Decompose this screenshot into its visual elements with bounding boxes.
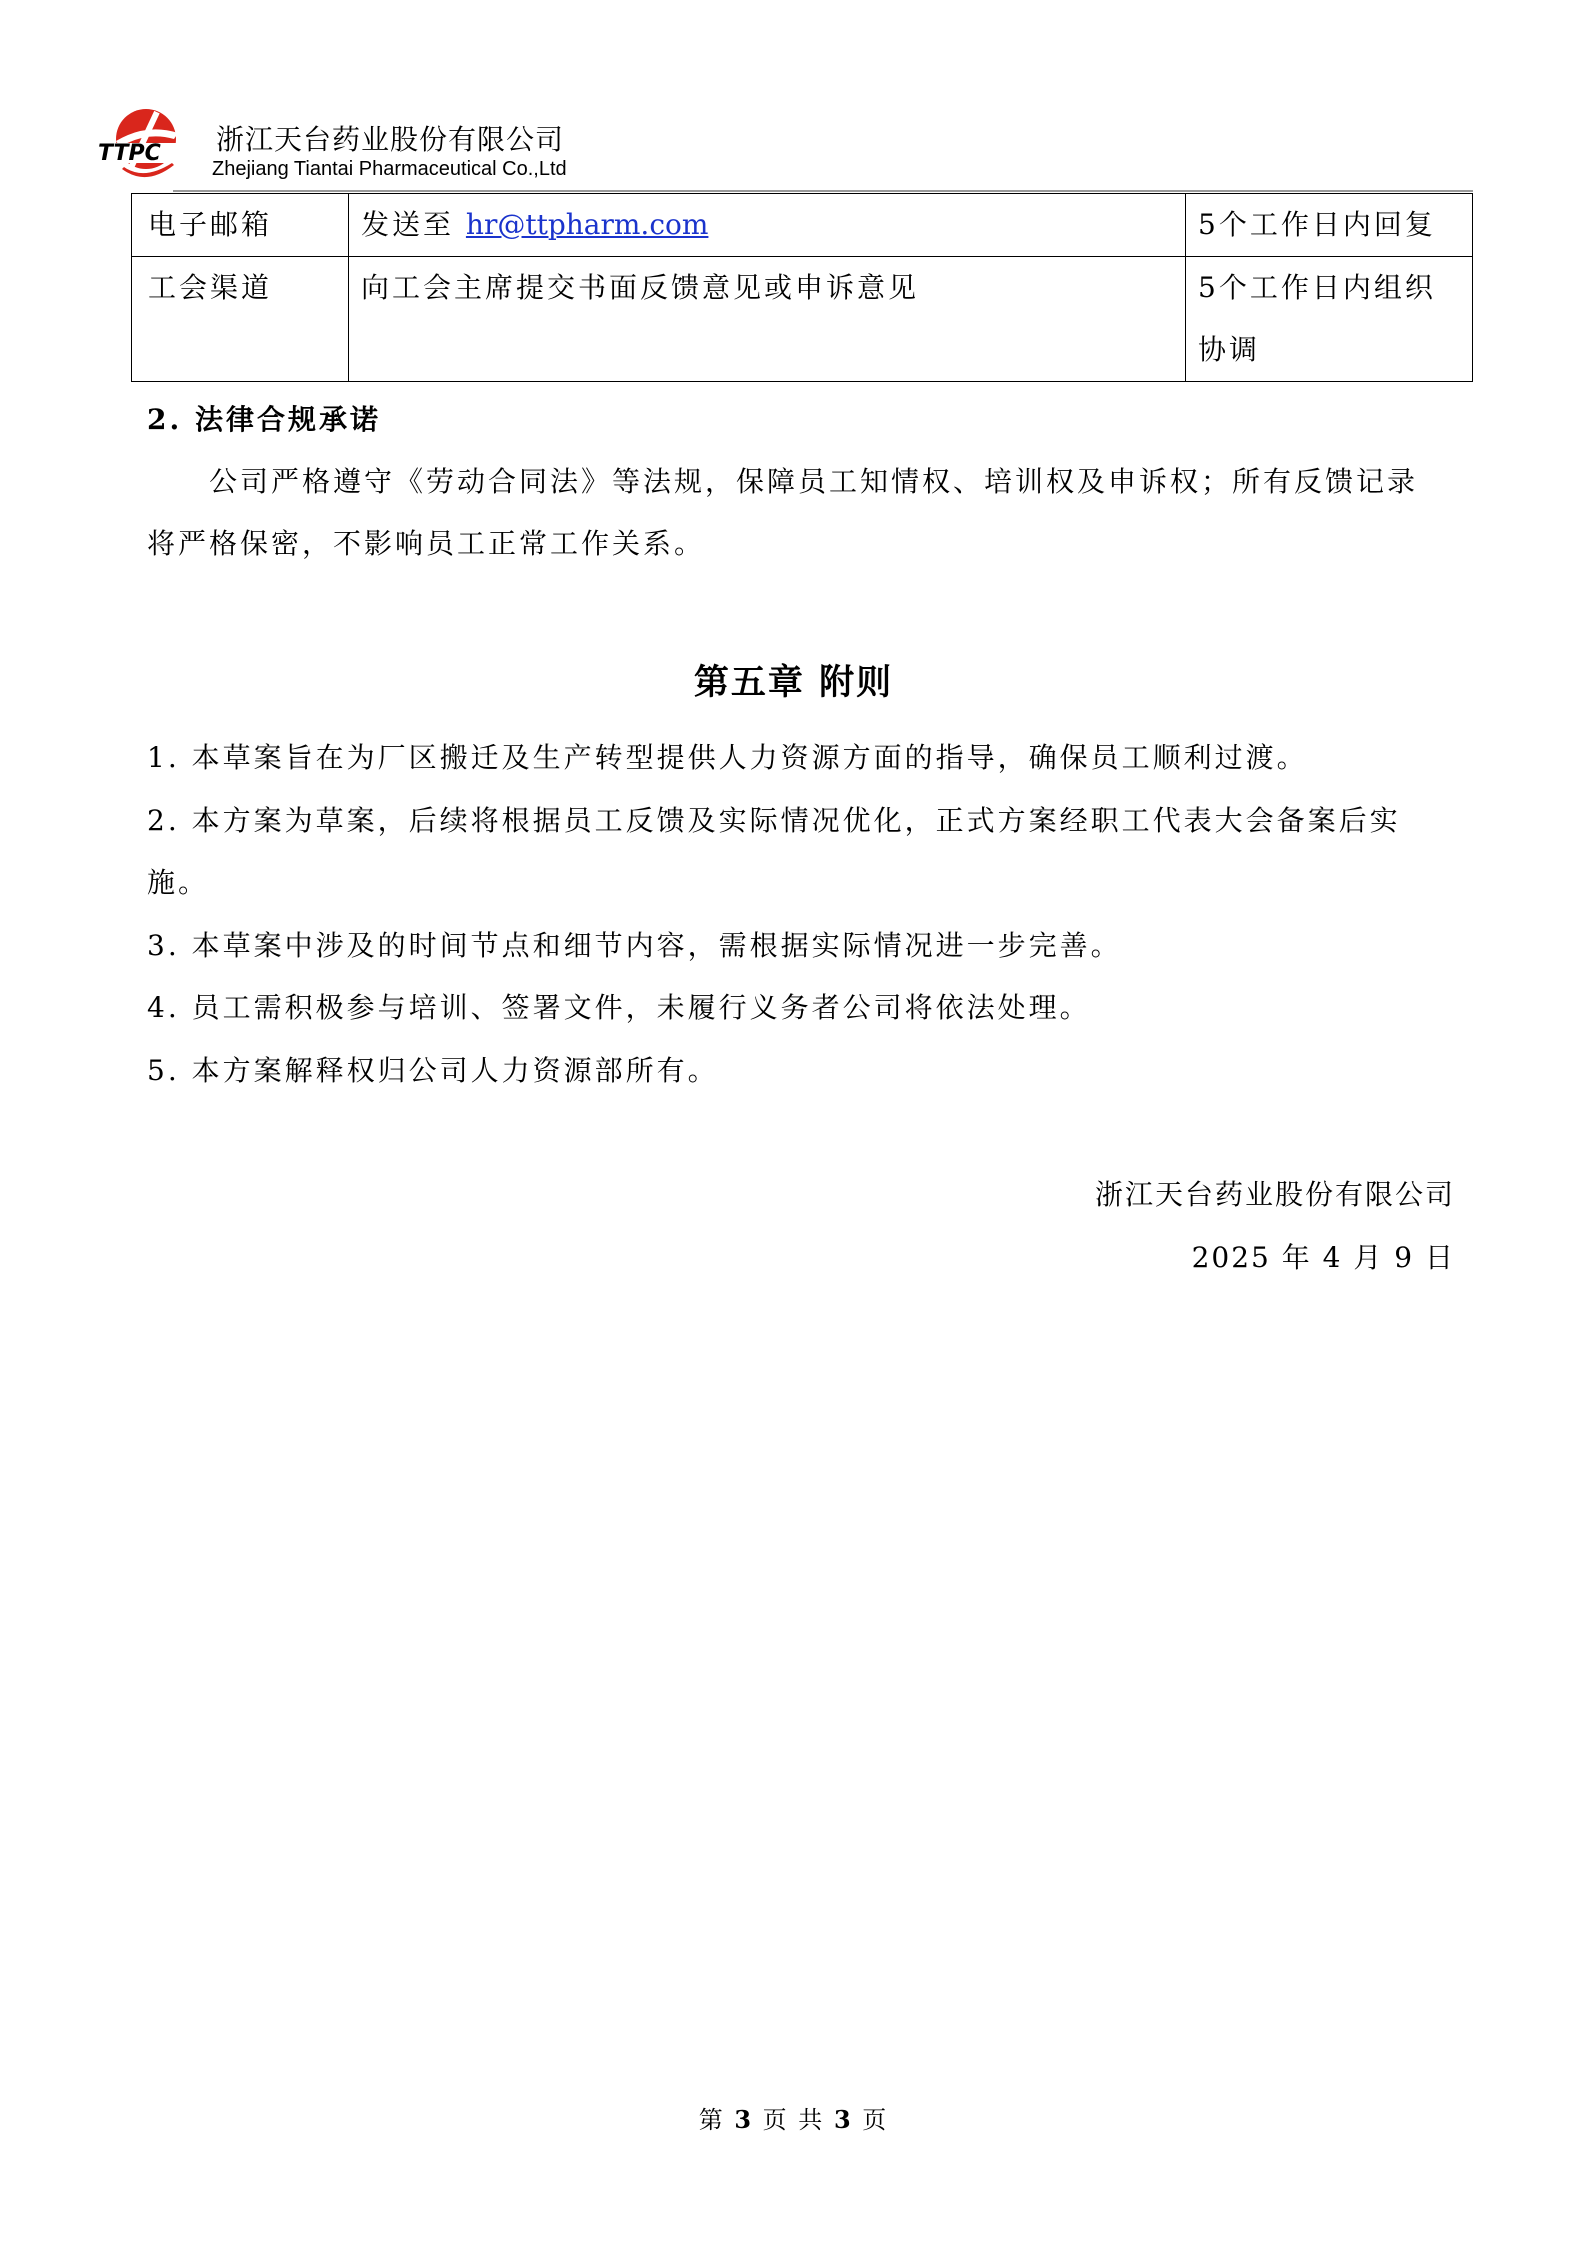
signature-company: 浙江天台药业股份有限公司 [1094,1178,1455,1211]
company-logo [94,103,194,185]
paragraph-line: 将严格保密，不影响员工正常工作关系。 [147,527,706,560]
list-item: 3. 本草案中涉及的时间节点和细节内容，需根据实际情况进一步完善。 [147,929,1122,962]
logo-text: TTPC [98,141,161,166]
response-cell: 5个工作日内回复 [1186,194,1473,257]
method-prefix: 发送至 [361,208,455,241]
page-footer [0,2100,1587,2135]
list-item: 4. 员工需积极参与培训、签署文件，未履行义务者公司将依法处理。 [147,991,1091,1024]
list-item-continuation: 施。 [147,866,210,899]
response-line: 5个工作日内组织 [1198,271,1436,304]
table-row [132,257,1473,382]
header-divider [173,190,1473,192]
list-item: 5. 本方案解释权归公司人力资源部所有。 [147,1054,719,1087]
response-cell [1186,257,1473,382]
company-name-cn: 浙江天台药业股份有限公司 [216,123,565,156]
current-page: 3 [734,2105,754,2134]
channel-cell: 电子邮箱 [132,194,349,257]
response-line: 协调 [1198,333,1261,366]
paragraph-line: 公司严格遵守《劳动合同法》等法规，保障员工知情权、培训权及申诉权；所有反馈记录 [209,465,1419,498]
section-heading: 2. 法律合规承诺 [147,403,381,436]
signature-date: 2025 年 4 月 9 日 [1191,1241,1455,1274]
table-row [132,194,1473,257]
method-cell: 向工会主席提交书面反馈意见或申诉意见 [349,257,1186,382]
footer-middle: 页 共 [762,2106,825,2134]
footer-suffix: 页 [862,2106,889,2134]
footer-prefix: 第 [698,2106,725,2134]
feedback-channels-table [131,193,1473,382]
chapter-title: 第五章 附则 [693,662,894,703]
email-link[interactable]: hr@ttpharm.com [465,208,709,241]
company-name-en: Zhejiang Tiantai Pharmaceutical Co.,Ltd [212,158,567,180]
list-item: 1. 本草案旨在为厂区搬迁及生产转型提供人力资源方面的指导，确保员工顺利过渡。 [147,741,1308,774]
channel-cell: 工会渠道 [132,257,349,382]
total-pages: 3 [833,2105,853,2134]
list-item: 2. 本方案为草案，后续将根据员工反馈及实际情况优化，正式方案经职工代表大会备案后实 [147,804,1401,837]
method-cell [349,194,1186,257]
